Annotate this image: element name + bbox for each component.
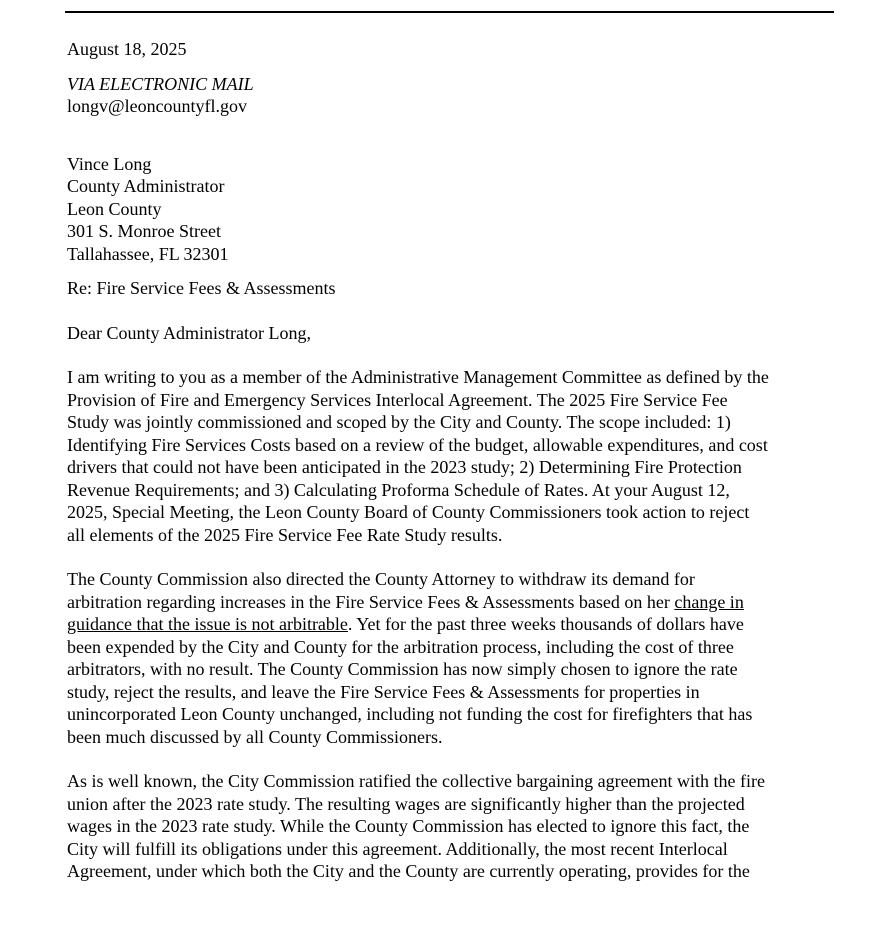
letter-date: August 18, 2025 — [67, 39, 187, 59]
paragraph-line: Study was jointly commissioned and scoped by the City and County. The scope included: 1) — [67, 412, 731, 432]
paragraph-line: Revenue Requirements; and 3) Calculating Proforma Schedule of Rates. At your August 12, — [67, 479, 730, 500]
recipient-organization: Leon County — [67, 198, 162, 219]
paragraph-line: been much discussed by all County Commissioners. — [67, 726, 443, 747]
subject-line: Re: Fire Service Fees & Assessments — [67, 278, 336, 298]
paragraph-3 — [67, 770, 847, 883]
paragraph-line: Agreement, under which both the City and the County are currently operating, provides for the — [67, 861, 750, 881]
guidance-link-part2[interactable]: guidance that the issue is not arbitrable — [67, 614, 348, 634]
paragraph-line: union after the 2023 rate study. The resulting wages are significantly higher than the projected — [67, 793, 745, 814]
paragraph-line — [67, 591, 847, 614]
recipient-title: County Administrator — [67, 176, 225, 196]
recipient-address — [67, 153, 847, 266]
recipient-name: Vince Long — [67, 153, 152, 174]
recipient-street: 301 S. Monroe Street — [67, 221, 221, 241]
paragraph-line: City will fulfill its obligations under this agreement. Additionally, the most recent Interlocal — [67, 838, 728, 859]
recipient-email[interactable]: longv@leoncountyfl.gov — [67, 96, 248, 116]
recipient-city-state-zip: Tallahassee, FL 32301 — [67, 243, 229, 264]
paragraph-line: wages in the 2023 rate study. While the County Commission has elected to ignore this fact, the — [67, 816, 750, 836]
paragraph-line: Identifying Fire Services Costs based on a review of the budget, allowable expenditures, and cost — [67, 434, 768, 455]
paragraph-2 — [67, 568, 847, 748]
paragraph-line — [67, 613, 847, 636]
salutation: Dear County Administrator Long, — [67, 322, 311, 343]
paragraph-line: Provision of Fire and Emergency Services Interlocal Agreement. The 2025 Fire Service Fee — [67, 389, 728, 410]
guidance-link-part1[interactable]: change in — [674, 591, 744, 612]
paragraph-text: . Yet for the past three weeks thousands of dollars have — [347, 614, 744, 634]
paragraph-line: drivers that could not have been anticipated in the 2023 study; 2) Determining Fire Protection — [67, 457, 742, 477]
paragraph-line: unincorporated Leon County unchanged, including not funding the cost for firefighters that has — [67, 704, 753, 724]
paragraph-line: The County Commission also directed the County Attorney to withdraw its demand for — [67, 569, 695, 589]
letter-body — [67, 38, 847, 905]
header-rule — [65, 11, 834, 13]
paragraph-line: arbitrators, with no result. The County Commission has now simply chosen to ignore the rate — [67, 659, 738, 679]
paragraph-line: As is well known, the City Commission ratified the collective bargaining agreement with the fire — [67, 771, 766, 791]
paragraph-1 — [67, 366, 847, 546]
paragraph-text: arbitration regarding increases in the Fire Service Fees & Assessments based on her — [67, 591, 675, 612]
paragraph-line: been expended by the City and County for the arbitration process, including the cost of three — [67, 636, 734, 657]
paragraph-line: all elements of the 2025 Fire Service Fee Rate Study results. — [67, 524, 503, 545]
delivery-method: VIA ELECTRONIC MAIL — [67, 73, 254, 94]
paragraph-line: study, reject the results, and leave the Fire Service Fees & Assessments for properties in — [67, 681, 700, 702]
paragraph-line: 2025, Special Meeting, the Leon County Board of County Commissioners took action to reject — [67, 502, 750, 522]
paragraph-line: I am writing to you as a member of the Administrative Management Committee as defined by the — [67, 367, 769, 387]
